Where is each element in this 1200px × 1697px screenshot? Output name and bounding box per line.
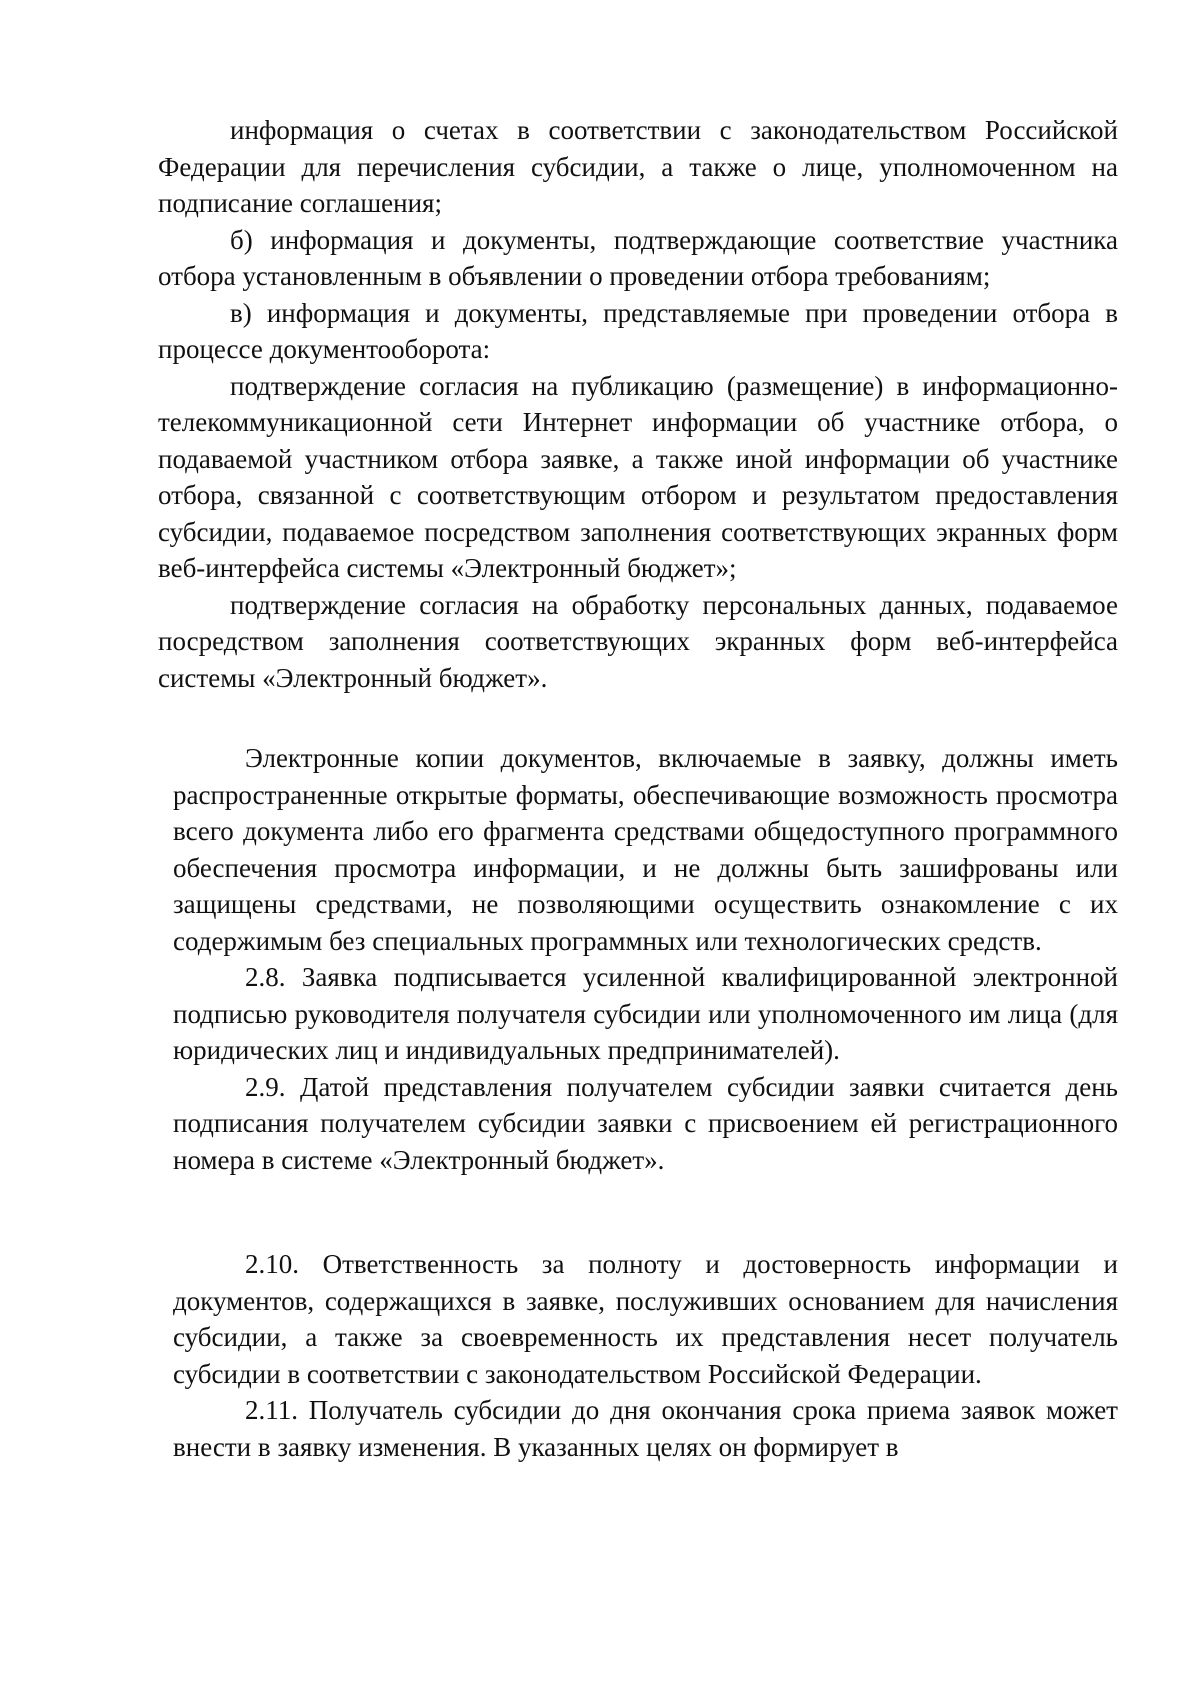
paragraph-electronic-copies: Электронные копии документов, включаемые в заявку, должны иметь распространенные открытые форматы, обеспечивающие возможность просмотра всего документа либо его фрагмента средствами общедоступного программного обеспечения просмотра информации, и не должны быть зашифрованы или защищены средствами, не позволяющими осуществить ознакомление с их содержимым без специальных программных или технологических средств. xyxy=(173,743,1118,956)
paragraph-publication-consent: подтверждение согласия на публикацию (размещение) в информационно-телекоммуникационной сети Интернет информации об участнике отбора, о подаваемой участником отбора заявке, а также иной информации об участнике отбора, связанной с соответствующим отбором и результатом предоставления субсидии, подаваемое посредством заполнения соответствующих экранных форм веб-интерфейса системы «Электронный бюджет»; xyxy=(158,370,1118,583)
paragraph-2-9: 2.9. Датой представления получателем субсидии заявки считается день подписания получателем субсидии заявки с присвоением ей регистрационного номера в системе «Электронный бюджет». xyxy=(173,1071,1118,1175)
text-block-responsibility xyxy=(173,1246,1118,1465)
paragraph-2-11: 2.11. Получатель субсидии до дня окончания срока приема заявок может внести в заявку изменения. В указанных целях он формирует в xyxy=(173,1395,1118,1462)
paragraph-item-b: б) информация и документы, подтверждающие соответствие участника отбора установленным в объявлении о проведении отбора требованиям; xyxy=(158,224,1118,291)
paragraph-2-8: 2.8. Заявка подписывается усиленной квалифицированной электронной подписью руководителя получателя субсидии или уполномоченного им лица (для юридических лиц и индивидуальных предпринимателей). xyxy=(173,962,1118,1065)
paragraph-personal-data-consent: подтверждение согласия на обработку персональных данных, подаваемое посредством заполнения соответствующих экранных форм веб-интерфейса системы «Электронный бюджет». xyxy=(158,589,1118,693)
text-block-electronic-copies xyxy=(173,740,1118,1178)
text-block-eligibility xyxy=(158,112,1118,696)
paragraph-2-10: 2.10. Ответственность за полноту и достоверность информации и документов, содержащихся в заявке, послуживших основанием для начисления субсидии, а также за своевременность их представления несет получатель субсидии в соответствии с законодательством Российской Федерации. xyxy=(173,1249,1118,1389)
paragraph-account-info: информация о счетах в соответствии с законодательством Российской Федерации для перечисления субсидии, а также о лице, уполномоченном на подписание соглашения; xyxy=(158,115,1118,218)
paragraph-item-v: в) информация и документы, представляемые при проведении отбора в процессе документооборота: xyxy=(158,297,1118,364)
